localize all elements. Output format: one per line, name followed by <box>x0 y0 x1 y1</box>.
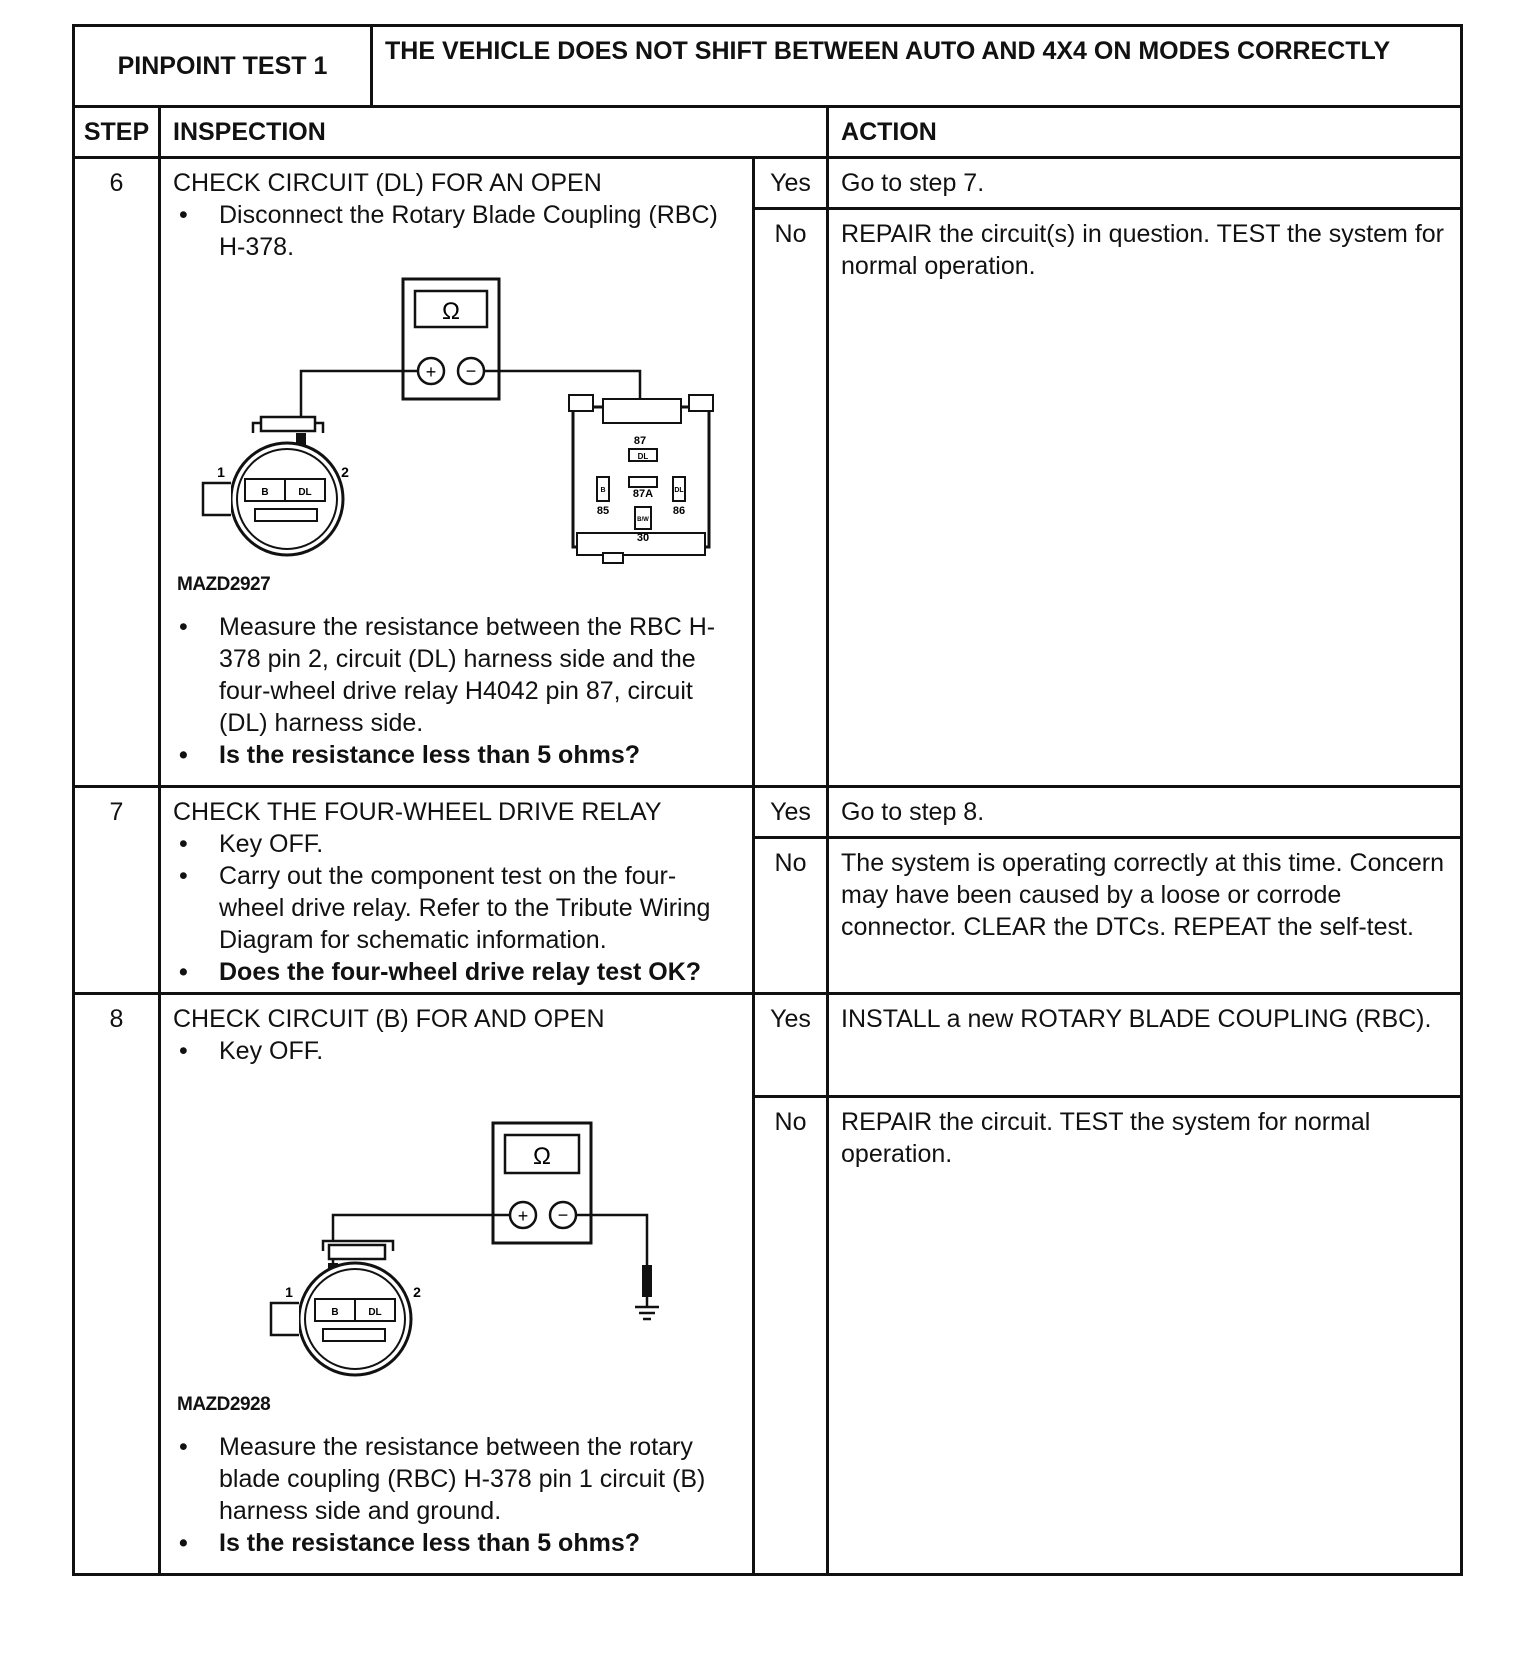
relay-pin-30: 30 <box>636 532 650 544</box>
pin-label-b: B <box>261 487 269 498</box>
test-title: THE VEHICLE DOES NOT SHIFT BETWEEN AUTO AND 4X4 ON MODES CORRECTLY <box>372 26 1462 107</box>
plus-symbol: + <box>517 1206 529 1226</box>
no-label: No <box>754 1097 828 1575</box>
no-label: No <box>754 209 828 787</box>
step-number: 6 <box>74 158 160 787</box>
step-column-header: STEP <box>74 107 160 158</box>
step-bullet: • Carry out the component test on the four-wheel drive relay. Refer to the Tribute Wiring Diagram for schematic information. <box>219 860 740 956</box>
ohm-symbol: Ω <box>533 1143 551 1170</box>
yes-label: Yes <box>754 158 828 209</box>
pinpoint-test-table <box>72 24 1463 1576</box>
step-bullets <box>173 1431 740 1559</box>
relay-pin-85: 85 <box>596 505 610 517</box>
yes-action: Go to step 7. <box>828 158 1462 209</box>
step-number: 7 <box>74 787 160 994</box>
pin-label-dl: DL <box>368 1307 382 1318</box>
ground-symbol <box>635 1297 659 1319</box>
step-title: CHECK THE FOUR-WHEEL DRIVE RELAY <box>173 798 662 826</box>
minus-symbol: − <box>465 361 477 381</box>
step-7-row-yes <box>74 787 1462 838</box>
step-bullet: • Key OFF. <box>219 828 740 860</box>
step-title: CHECK CIRCUIT (DL) FOR AN OPEN <box>173 169 602 197</box>
relay-label-bw: B/W <box>637 517 649 523</box>
no-action: REPAIR the circuit. TEST the system for normal operation. <box>828 1097 1462 1575</box>
step-bullets <box>173 828 740 988</box>
action-column-header: ACTION <box>828 107 1462 158</box>
relay-pin-87a: 87A <box>632 488 654 500</box>
rbc-connector <box>203 417 343 555</box>
no-label: No <box>754 838 828 994</box>
step-bullets <box>173 199 740 263</box>
test-label: PINPOINT TEST 1 <box>74 26 372 107</box>
inspection-column-header: INSPECTION <box>160 107 828 158</box>
step-bullet: • Measure the resistance between the rotary blade coupling (RBC) H-378 pin 1 circuit (B) harness side and ground. <box>219 1431 740 1527</box>
rbc-ground-meter-diagram <box>173 1075 733 1391</box>
yes-label: Yes <box>754 787 828 838</box>
step-bullets <box>173 1035 740 1067</box>
relay-label-b: B <box>600 487 606 494</box>
relay-pin-86: 86 <box>672 505 686 517</box>
pin-number-1: 1 <box>285 1284 293 1300</box>
yes-action: Go to step 8. <box>828 787 1462 838</box>
ohm-symbol: Ω <box>442 298 460 325</box>
figure-caption: MAZD2927 <box>177 574 271 595</box>
test-header-row <box>74 26 1462 107</box>
minus-symbol: − <box>557 1205 569 1225</box>
pin-number-2: 2 <box>413 1284 421 1300</box>
step-bullet: • Measure the resistance between the RBC H-378 pin 2, circuit (DL) harness side and the four-wheel drive relay H4042 pin 87, circuit (DL) harness side. <box>219 611 740 739</box>
pin-number-1: 1 <box>217 464 225 480</box>
pinpoint-test-page <box>72 24 1460 1576</box>
rbc-connector <box>271 1241 411 1375</box>
pin-label-b: B <box>331 1307 339 1318</box>
step-question: • Does the four-wheel drive relay test OK? <box>219 956 740 988</box>
step-8-row-yes <box>74 994 1462 1097</box>
pin-number-2: 2 <box>341 464 349 480</box>
step-question: • Is the resistance less than 5 ohms? <box>219 739 740 771</box>
step-7-inspection <box>160 787 754 994</box>
no-action: The system is operating correctly at this time. Concern may have been caused by a loose or corrode connector. CLEAR the DTCs. REPEAT the self-test. <box>828 838 1462 994</box>
no-action: REPAIR the circuit(s) in question. TEST the system for normal operation. <box>828 209 1462 787</box>
step-6-inspection <box>160 158 754 787</box>
relay-label-dl-86: DL <box>674 487 684 494</box>
plus-symbol: + <box>425 362 437 382</box>
column-header-row <box>74 107 1462 158</box>
rbc-relay-meter-diagram <box>173 271 733 571</box>
yes-action: INSTALL a new ROTARY BLADE COUPLING (RBC). <box>828 994 1462 1097</box>
figure-caption: MAZD2928 <box>177 1394 271 1415</box>
step-number: 8 <box>74 994 160 1575</box>
step-bullet: • Disconnect the Rotary Blade Coupling (RBC) H-378. <box>219 199 740 263</box>
step-8-inspection <box>160 994 754 1575</box>
relay-pin-87: 87 <box>633 435 647 447</box>
probe-tip <box>642 1265 652 1297</box>
pin-label-dl: DL <box>298 487 312 498</box>
step-title: CHECK CIRCUIT (B) FOR AND OPEN <box>173 1005 605 1033</box>
relay-label-dl: DL <box>637 452 649 461</box>
step-bullets <box>173 611 740 771</box>
step-bullet: • Key OFF. <box>219 1035 740 1067</box>
yes-label: Yes <box>754 994 828 1097</box>
step-6-row-yes <box>74 158 1462 209</box>
step-question: • Is the resistance less than 5 ohms? <box>219 1527 740 1559</box>
positive-lead <box>301 371 418 457</box>
